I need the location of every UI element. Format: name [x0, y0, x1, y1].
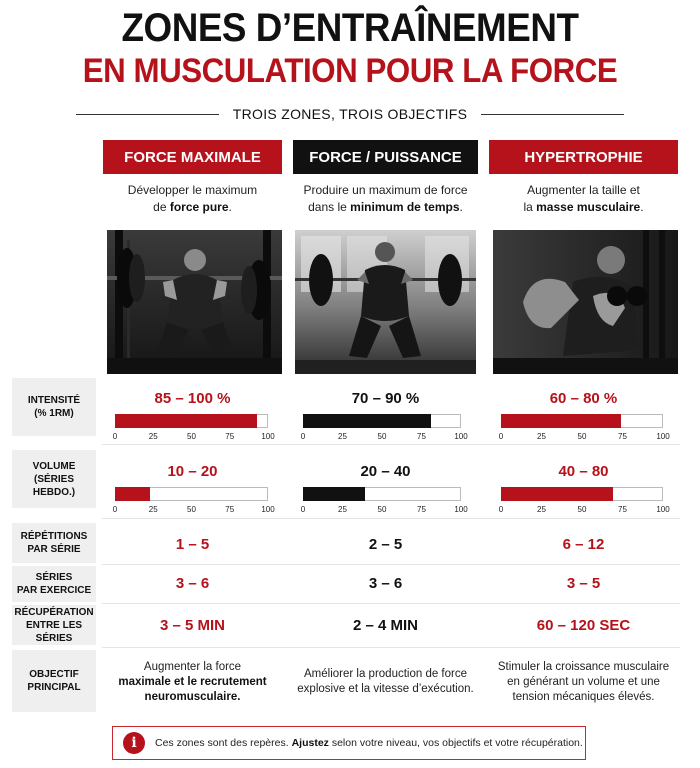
- athlete-dumbbell-curl-photo: [493, 230, 678, 374]
- volume-value: 10 – 20: [167, 462, 218, 480]
- reps-value: 1 – 5: [175, 535, 210, 553]
- tick-label: 25: [338, 505, 347, 514]
- bar-fill: [303, 487, 365, 501]
- row-label-intensity: INTENSITÉ (% 1RM): [12, 378, 96, 436]
- bar-fill: [303, 414, 431, 428]
- tick-label: 25: [148, 505, 158, 514]
- tick-label: 0: [300, 505, 306, 514]
- athlete-power-clean-photo: [295, 230, 476, 374]
- tick-label: 100: [261, 505, 275, 514]
- disclaimer-text: Ces zones sont des repères. Ajustez selon votre niveau, vos objectifs et votre récupération.: [155, 737, 583, 749]
- goal-text: Augmenter la force maximale et le recrutement neuromusculaire.: [118, 660, 267, 703]
- tick-label: 100: [454, 505, 468, 514]
- column-header-force-puissance: FORCE / PUISSANCE: [293, 140, 478, 174]
- row-divider: [102, 647, 680, 648]
- bar-fill: [115, 414, 257, 428]
- tick-label: 50: [187, 505, 196, 514]
- tick-label: 25: [148, 432, 158, 441]
- intensity-bar: [300, 414, 468, 444]
- volume-bar: [300, 487, 468, 517]
- subtitle-rule-left: [76, 114, 219, 115]
- tick-label: 50: [577, 432, 587, 441]
- tick-label: 75: [417, 505, 426, 514]
- athlete-back-squat-photo: [107, 230, 282, 374]
- column-header-hypertrophie: HYPERTROPHIE: [489, 140, 678, 174]
- tick-label: 25: [537, 432, 546, 441]
- intensity-value: 85 – 100 %: [154, 389, 231, 407]
- row-divider: [102, 518, 680, 519]
- goal-text: Stimuler la croissance musculaire en générant un volume et une tension mécaniques élevés.: [497, 660, 670, 703]
- page-title-accent: EN MUSCULATION POUR LA FORCE: [82, 52, 618, 90]
- bar-fill: [115, 487, 150, 501]
- sets-value: 3 – 6: [175, 574, 210, 592]
- tick-label: 50: [577, 505, 587, 514]
- subtitle: TROIS ZONES, TROIS OBJECTIFS: [232, 106, 468, 122]
- column-header-force-maximale: FORCE MAXIMALE: [103, 140, 282, 174]
- rest-value: 3 – 5 MIN: [159, 616, 226, 634]
- tick-label: 50: [187, 432, 196, 441]
- intensity-bar: [112, 414, 275, 444]
- column-description: Produire un maximum de force dans le minimum de temps.: [303, 183, 468, 214]
- disclaimer-note: [112, 726, 586, 760]
- intensity-value: 60 – 80 %: [549, 389, 618, 407]
- tick-label: 75: [417, 432, 426, 441]
- row-label-reps: RÉPÉTITIONS PAR SÉRIE: [12, 523, 96, 563]
- row-divider: [102, 564, 680, 565]
- tick-label: 0: [112, 505, 118, 514]
- column-description: Augmenter la taille et la masse musculaire.: [523, 183, 644, 214]
- reps-value: 2 – 5: [368, 535, 403, 553]
- tick-label: 0: [300, 432, 306, 441]
- tick-label: 75: [618, 505, 627, 514]
- reps-value: 6 – 12: [562, 535, 605, 553]
- bar-fill: [501, 487, 613, 501]
- tick-label: 100: [656, 505, 670, 514]
- tick-label: 0: [498, 505, 504, 514]
- volume-bar: [498, 487, 670, 517]
- tick-label: 0: [498, 432, 504, 441]
- info-icon: i: [123, 732, 145, 754]
- subtitle-rule-right: [481, 114, 624, 115]
- tick-label: 50: [377, 432, 387, 441]
- row-divider: [102, 444, 680, 445]
- sets-value: 3 – 6: [368, 574, 403, 592]
- tick-label: 25: [537, 505, 546, 514]
- row-divider: [102, 603, 680, 604]
- row-label-goal: OBJECTIF PRINCIPAL: [12, 650, 96, 712]
- tick-label: 75: [225, 505, 235, 514]
- row-label-sets: SÉRIES PAR EXERCICE: [12, 566, 96, 602]
- volume-bar: [112, 487, 275, 517]
- tick-label: 100: [454, 432, 468, 441]
- volume-value: 20 – 40: [360, 462, 411, 480]
- intensity-value: 70 – 90 %: [351, 389, 420, 407]
- tick-label: 100: [656, 432, 670, 441]
- row-label-volume: VOLUME (SÉRIES HEBDO.): [12, 450, 96, 508]
- tick-label: 100: [261, 432, 275, 441]
- rest-value: 2 – 4 MIN: [352, 616, 419, 634]
- tick-label: 0: [112, 432, 118, 441]
- tick-label: 75: [618, 432, 627, 441]
- tick-label: 50: [377, 505, 387, 514]
- goal-text: Améliorer la production de force explosive et la vitesse d’exécution.: [297, 668, 474, 695]
- subtitle-row: [76, 104, 624, 124]
- sets-value: 3 – 5: [566, 574, 601, 592]
- page-title: ZONES D’ENTRAÎNEMENT: [121, 6, 579, 50]
- rest-value: 60 – 120 SEC: [536, 616, 631, 634]
- intensity-bar: [498, 414, 670, 444]
- volume-value: 40 – 80: [558, 462, 609, 480]
- tick-label: 25: [338, 432, 347, 441]
- column-description: Développer le maximum de force pure.: [127, 183, 258, 214]
- bar-fill: [501, 414, 621, 428]
- row-label-rest: RÉCUPÉRATION ENTRE LES SÉRIES: [12, 605, 96, 645]
- tick-label: 75: [225, 432, 235, 441]
